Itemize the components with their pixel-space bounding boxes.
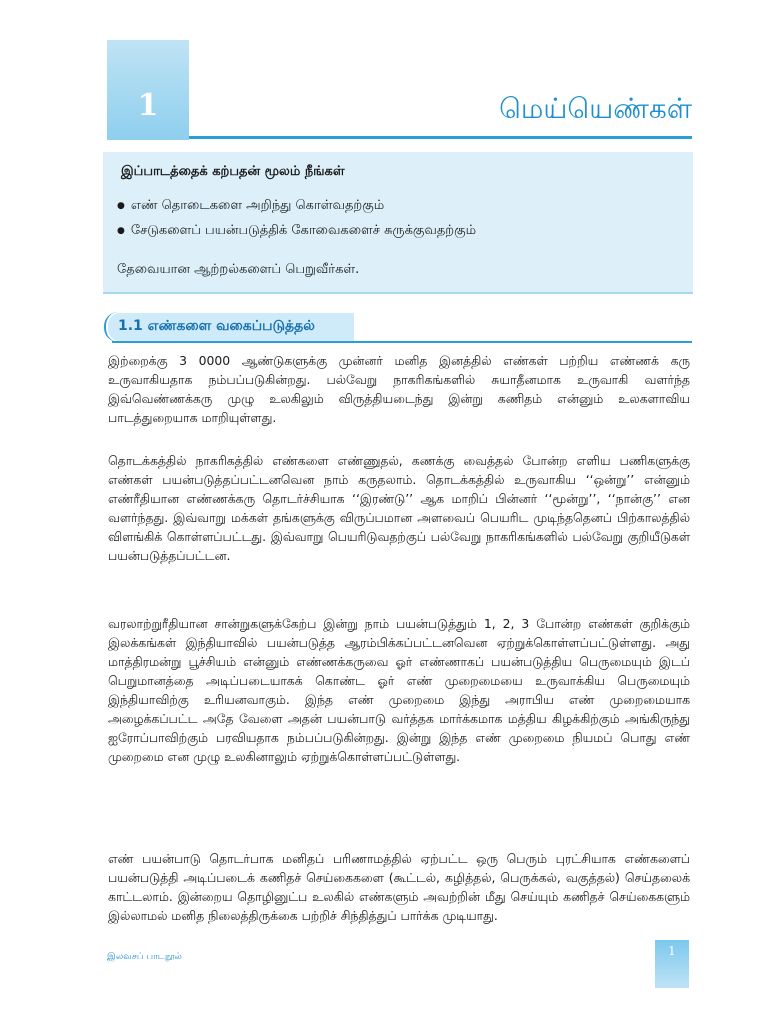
objective-item: ● சேடுகளைப் பயன்படுத்திக் கோவைகளைச் சுருக்குவதற்கும் <box>117 223 476 239</box>
chapter-title: மெய்யெண்கள் <box>499 92 692 125</box>
chapter-number: 1 <box>137 88 159 123</box>
paragraph: தொடக்கத்தில் நாகரிகத்தில் எண்களை எண்ணுதல், கணக்கு வைத்தல் போன்ற எளிய பணிகளுக்கு எண்கள் பயன்படுத்தப்பட்டனவென நாம் கருதலாம். தொடக்கத்தில் உருவாகிய ‘‘ஒன்று’’ என்னும் எண்ரீதியான எண்ணக்கரு தொடர்ச்சியாக ‘‘இரண்டு’’ ஆக மாறிப் பின்னர் ‘‘மூன்று’’, ‘‘நான்கு’’ என வளர்ந்தது. இவ்வாறு மக்கள் தங்களுக்கு விருப்பமான அளவைப் பெயரிட முடிந்ததெனப் பிற்காலத்தில் விளங்கிக் கொள்ளப்பட்டது. இவ்வாறு பெயரிடுவதற்குப் பல்வேறு நாகரிகங்களில் பல்வேறு குறியீடுகள் பயன்படுத்தப்பட்டன. <box>108 453 690 563</box>
section-title: 1.1 எண்களை வகைப்படுத்தல் <box>118 318 315 334</box>
objectives-footer: தேவையான ஆற்றல்களைப் பெறுவீர்கள். <box>117 262 360 277</box>
objective-item: ● எண் தொடைகளை அறிந்து கொள்வதற்கும் <box>117 198 476 214</box>
page-number: 1 <box>668 944 676 958</box>
paragraph: இற்றைக்கு 3 0000 ஆண்டுகளுக்கு முன்னர் மனித இனத்தில் எண்கள் பற்றிய எண்ணக் கரு உருவாகியதாக நம்பப்படுகின்றது. பல்வேறு நாகரிகங்களில் சுயாதீனமாக உருவாகி வளர்ந்த இவ்வெண்ணக்கரு முழு உலகிலும் விருத்தியடைந்து இன்று கணிதம் என்னும் உலகளாவிய பாடத்துறையாக மாறியுள்ளது. <box>108 353 690 425</box>
title-rule <box>189 136 692 139</box>
objectives-box <box>103 152 693 294</box>
objectives-list <box>117 198 476 248</box>
footer-label: இலவசப் பாடநூல் <box>107 952 182 962</box>
objectives-heading: இப்பாடத்தைக் கற்பதன் மூலம் நீங்கள் <box>121 164 345 179</box>
paragraph: எண் பயன்பாடு தொடர்பாக மனிதப் பரிணாமத்தில் ஏற்பட்ட ஒரு பெரும் புரட்சியாக எண்களைப் பயன்படுத்தி அடிப்படைக் கணிதச் செய்கைகளை (கூட்டல், கழித்தல், பெருக்கல், வகுத்தல்) செய்தலைக் காட்டலாம். இன்றைய தொழினுட்ப உலகில் எண்களும் அவற்றின் மீது செய்யும் கணிதச் செய்கைகளும் இல்லாமல் மனித நிலைத்திருக்கை பற்றிச் சிந்தித்துப் பார்க்க முடியாது. <box>108 851 690 923</box>
paragraph: வரலாற்றுரீதியான சான்றுகளுக்கேற்ப இன்று நாம் பயன்படுத்தும் 1, 2, 3 போன்ற எண்கள் குறிக்கும் இலக்கங்கள் இந்தியாவில் பயன்படுத்த ஆரம்பிக்கப்பட்டனவென ஏற்றுக்கொள்ளப்பட்டுள்ளது. அது மாத்திரமன்று பூச்சியம் என்னும் எண்ணக்கருவை ஓர் எண்ணாகப் பயன்படுத்திய பெருமையும் இடப் பெறுமானத்தை அடிப்படையாகக் கொண்ட ஓர் எண் முறைமையை உருவாக்கிய பெருமையும் இந்தியாவிற்கு உரியனவாகும். இந்த எண் முறைமை இந்து அராபிய எண் முறைமையாக அழைக்கப்பட்ட அதே வேளை அதன் பயன்பாடு வர்த்தக மார்க்கமாக மத்திய கிழக்கிற்கும் அங்கிருந்து ஐரோப்பாவிற்கும் பரவியதாக நம்பப்படுகின்றது. இன்று இந்த எண் முறைமை நியமப் பொது எண் முறைமை என முழு உலகினாலும் ஏற்றுக்கொள்ளப்பட்டுள்ளது. <box>108 616 690 764</box>
section-heading-rule <box>112 341 692 343</box>
